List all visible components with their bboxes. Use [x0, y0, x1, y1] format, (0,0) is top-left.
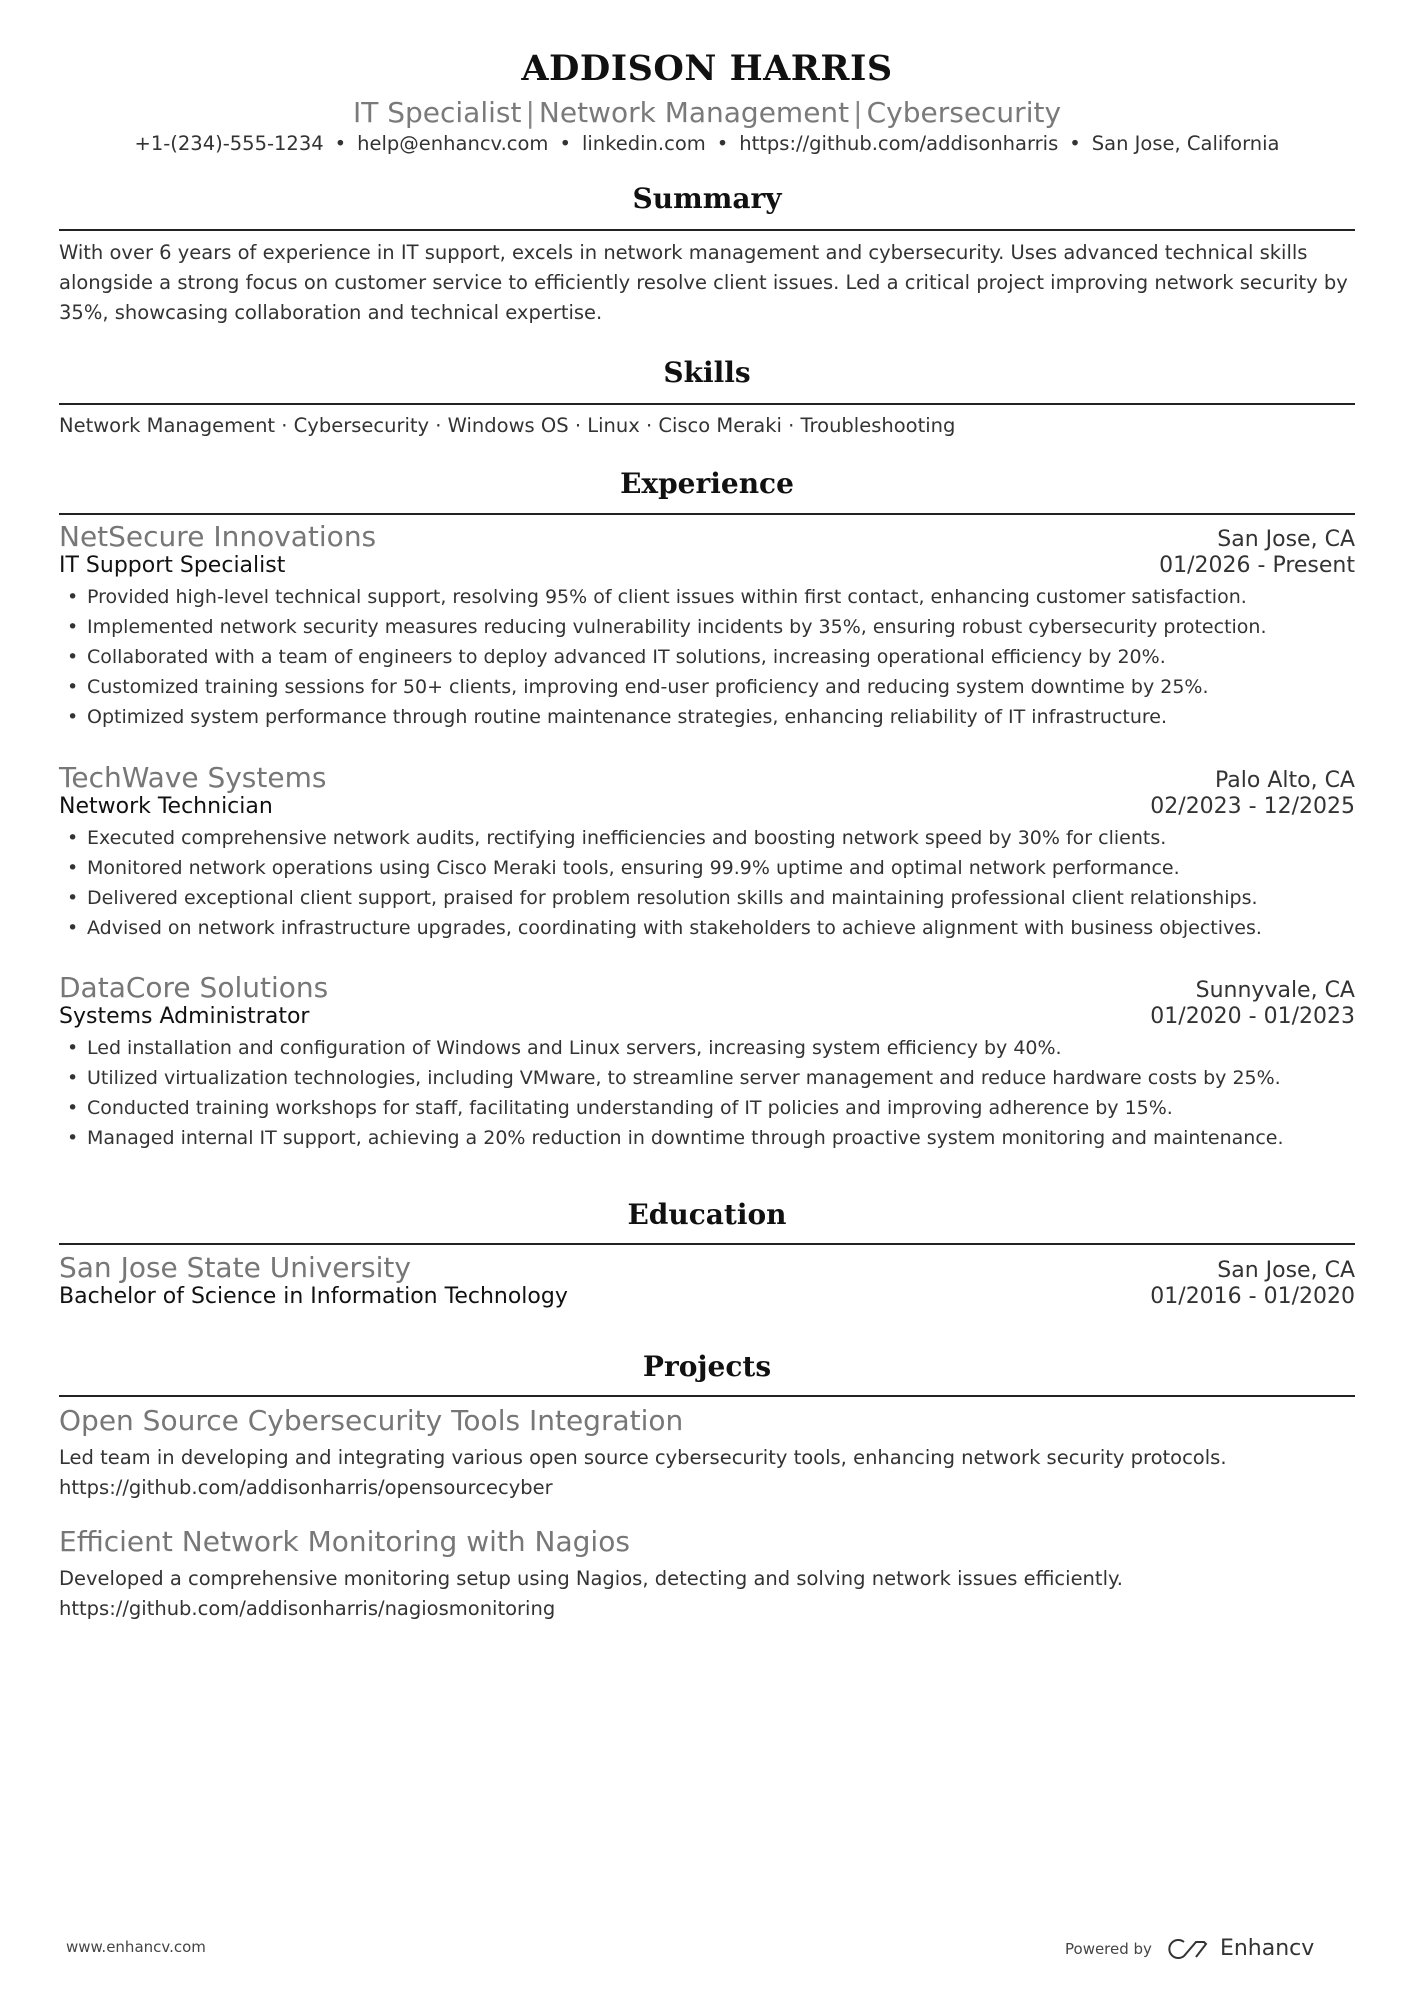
job-title: IT Support Specialist	[59, 553, 286, 578]
divider	[59, 513, 1355, 515]
section-title-summary: Summary	[632, 182, 782, 215]
project-name: Efficient Network Monitoring with Nagios	[59, 1525, 630, 1558]
bullet-item: • Utilized virtualization technologies, including VMware, to streamline server management and reduce hardware costs by 25%.	[59, 1063, 1355, 1093]
phone: +1-(234)-555-1234	[134, 132, 324, 155]
job-location: Sunnyvale, CA	[1195, 978, 1355, 1003]
section-title-education: Education	[627, 1198, 787, 1231]
bullet-item: • Executed comprehensive network audits, rectifying inefficiencies and boosting network speed by 30% for clients.	[59, 823, 1355, 853]
bullet-item: • Managed internal IT support, achieving a 20% reduction in downtime through proactive system monitoring and maintenance.	[59, 1123, 1355, 1153]
powered-by	[1065, 1936, 1314, 1961]
job-bullets	[59, 582, 1355, 732]
job-title: Network Technician	[59, 794, 273, 819]
company-name: NetSecure Innovations	[59, 520, 377, 553]
github-link[interactable]: https://github.com/addisonharris	[739, 132, 1059, 155]
bullet-separator: •	[334, 132, 347, 155]
education-dates: 01/2016 - 01/2020	[1150, 1284, 1355, 1309]
job-dates: 01/2020 - 01/2023	[1150, 1004, 1355, 1029]
divider	[59, 229, 1355, 231]
bullet-item: • Delivered exceptional client support, praised for problem resolution skills and maintaining professional client relationships.	[59, 883, 1355, 913]
separator: |	[853, 96, 863, 129]
job-dates: 02/2023 - 12/2025	[1150, 794, 1355, 819]
summary-text: With over 6 years of experience in IT support, excels in network management and cybersecurity. Uses advanced technical skills alongside a strong focus on customer service to efficiently resolve client issues. Led a critical project improving network security by 35%, showcasing collaboration and technical expertise.	[59, 241, 1348, 324]
location: San Jose, California	[1091, 132, 1280, 155]
bullet-item: • Collaborated with a team of engineers to deploy advanced IT solutions, increasing operational efficiency by 20%.	[59, 642, 1355, 672]
project-link[interactable]: https://github.com/addisonharris/nagiosmonitoring	[59, 1597, 556, 1620]
enhancv-brand: Enhancv	[1219, 1936, 1315, 1961]
section-title-skills: Skills	[663, 356, 751, 389]
headline-title: Network Management	[538, 96, 850, 129]
project-entry	[59, 1525, 1355, 1624]
bullet-item: • Advised on network infrastructure upgrades, coordinating with stakeholders to achieve alignment with business objectives.	[59, 913, 1355, 943]
experience-entry	[59, 761, 1355, 943]
enhancv-logo-icon	[1166, 1937, 1212, 1961]
job-dates: 01/2026 - Present	[1159, 553, 1355, 578]
education-entry	[59, 1251, 1355, 1309]
headline-title: IT Specialist	[352, 96, 522, 129]
job-bullets	[59, 1033, 1355, 1153]
job-bullets	[59, 823, 1355, 943]
section-title-projects: Projects	[642, 1350, 772, 1383]
project-name: Open Source Cybersecurity Tools Integration	[59, 1404, 684, 1437]
separator: |	[525, 96, 535, 129]
bullet-separator: •	[716, 132, 729, 155]
bullet-separator: •	[1069, 132, 1081, 155]
bullet-item: • Optimized system performance through routine maintenance strategies, enhancing reliability of IT infrastructure.	[59, 702, 1355, 732]
job-location: Palo Alto, CA	[1215, 768, 1355, 793]
company-name: TechWave Systems	[59, 761, 327, 794]
contact-info	[59, 132, 1355, 155]
section-title-experience: Experience	[620, 467, 794, 500]
bullet-item: • Led installation and configuration of Windows and Linux servers, increasing system efficiency by 40%.	[59, 1033, 1355, 1063]
skills-list: Network Management · Cybersecurity · Windows OS · Linux · Cisco Meraki · Troubleshooting	[59, 414, 956, 437]
degree: Bachelor of Science in Information Technology	[59, 1284, 568, 1309]
bullet-item: • Monitored network operations using Cisco Meraki tools, ensuring 99.9% uptime and optimal network performance.	[59, 853, 1355, 883]
school-name: San Jose State University	[59, 1251, 411, 1284]
bullet-item: • Implemented network security measures reducing vulnerability incidents by 35%, ensuring robust cybersecurity protection.	[59, 612, 1355, 642]
powered-by-label: Powered by	[1065, 1939, 1152, 1958]
school-location: San Jose, CA	[1217, 1258, 1355, 1283]
email-link[interactable]: help@enhancv.com	[357, 132, 549, 155]
bullet-item: • Provided high-level technical support, resolving 95% of client issues within first contact, enhancing customer satisfaction.	[59, 582, 1355, 612]
linkedin-link[interactable]: linkedin.com	[581, 132, 706, 155]
headline-title: Cybersecurity	[866, 96, 1062, 129]
job-location: San Jose, CA	[1217, 527, 1355, 552]
candidate-name: ADDISON HARRIS	[521, 48, 893, 89]
experience-entry	[59, 971, 1355, 1153]
job-title: Systems Administrator	[59, 1004, 310, 1029]
bullet-item: • Conducted training workshops for staff, facilitating understanding of IT policies and improving adherence by 15%.	[59, 1093, 1355, 1123]
bullet-separator: •	[559, 132, 571, 155]
footer-website[interactable]: www.enhancv.com	[66, 1938, 206, 1956]
project-entry	[59, 1404, 1355, 1503]
divider	[59, 1243, 1355, 1245]
bullet-item: • Customized training sessions for 50+ clients, improving end-user proficiency and reducing system downtime by 25%.	[59, 672, 1355, 702]
divider	[59, 1395, 1355, 1397]
headline	[59, 96, 1355, 129]
experience-entry	[59, 520, 1355, 732]
project-description: Led team in developing and integrating various open source cybersecurity tools, enhancing network security protocols.	[59, 1446, 1227, 1469]
company-name: DataCore Solutions	[59, 971, 329, 1004]
divider	[59, 403, 1355, 405]
project-description: Developed a comprehensive monitoring setup using Nagios, detecting and solving network issues efficiently.	[59, 1567, 1123, 1590]
project-link[interactable]: https://github.com/addisonharris/opensourcecyber	[59, 1476, 553, 1499]
